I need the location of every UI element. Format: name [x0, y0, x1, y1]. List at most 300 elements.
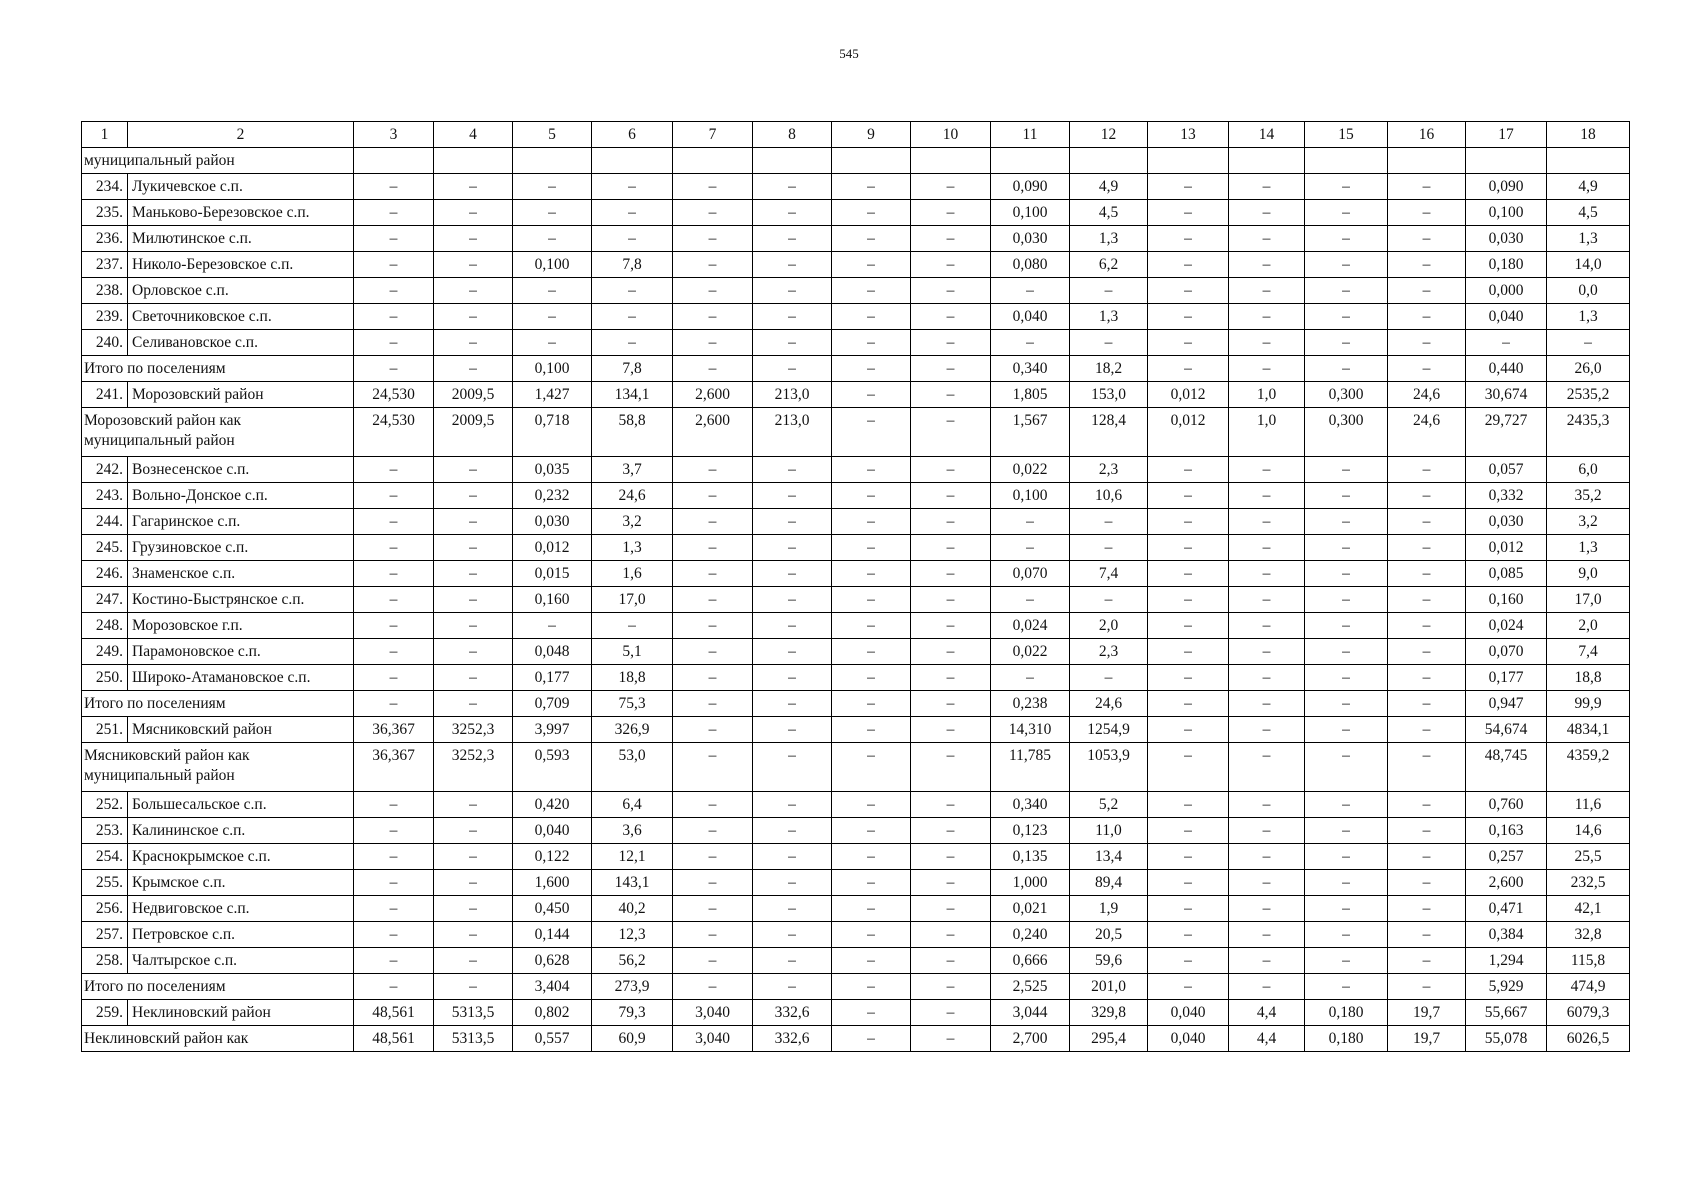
column-header: 3 — [354, 122, 434, 148]
table-row — [82, 561, 1630, 587]
value-cell: 0,300 — [1305, 408, 1388, 457]
value-cell: 3,2 — [592, 509, 673, 535]
value-cell: – — [1305, 252, 1388, 278]
value-cell: – — [1229, 509, 1305, 535]
value-cell: 115,8 — [1547, 948, 1630, 974]
value-cell: – — [1148, 665, 1229, 691]
summary-row — [82, 743, 1630, 792]
row-label: Неклиновский район как — [82, 1026, 354, 1052]
value-cell: – — [911, 457, 991, 483]
value-cell: – — [354, 483, 434, 509]
column-header: 10 — [911, 122, 991, 148]
row-number: 235. — [82, 200, 128, 226]
value-cell: 12,3 — [592, 922, 673, 948]
value-cell: – — [1305, 509, 1388, 535]
value-cell: – — [434, 896, 513, 922]
value-cell: 0,709 — [513, 691, 592, 717]
value-cell: – — [753, 304, 832, 330]
page-number: 545 — [839, 46, 859, 61]
row-number: 250. — [82, 665, 128, 691]
value-cell: 7,4 — [1070, 561, 1148, 587]
value-cell: 1,294 — [1466, 948, 1547, 974]
value-cell: – — [753, 509, 832, 535]
value-cell: 1,0 — [1229, 408, 1305, 457]
value-cell: 0,048 — [513, 639, 592, 665]
value-cell: 0,177 — [513, 665, 592, 691]
value-cell: – — [354, 174, 434, 200]
value-cell: – — [1305, 587, 1388, 613]
value-cell: – — [1388, 896, 1466, 922]
value-cell: – — [832, 948, 911, 974]
value-cell: 53,0 — [592, 743, 673, 792]
value-cell: – — [911, 1026, 991, 1052]
value-cell: – — [1305, 226, 1388, 252]
value-cell: – — [832, 896, 911, 922]
value-cell: 89,4 — [1070, 870, 1148, 896]
value-cell: – — [354, 561, 434, 587]
value-cell: 24,6 — [1388, 382, 1466, 408]
value-cell: – — [753, 483, 832, 509]
value-cell: 0,0 — [1547, 278, 1630, 304]
value-cell: – — [1148, 818, 1229, 844]
value-cell — [1547, 148, 1630, 174]
value-cell: 0,257 — [1466, 844, 1547, 870]
value-cell: – — [673, 226, 753, 252]
value-cell: – — [911, 691, 991, 717]
value-cell: 1,000 — [991, 870, 1070, 896]
value-cell: 3252,3 — [434, 717, 513, 743]
value-cell: – — [673, 587, 753, 613]
value-cell: – — [592, 330, 673, 356]
row-name: Вольно-Донское с.п. — [128, 483, 354, 509]
value-cell: – — [991, 278, 1070, 304]
value-cell: – — [1388, 974, 1466, 1000]
value-cell: – — [354, 639, 434, 665]
value-cell: – — [1148, 844, 1229, 870]
value-cell: – — [434, 226, 513, 252]
value-cell: 24,6 — [1070, 691, 1148, 717]
value-cell: – — [673, 278, 753, 304]
value-cell: – — [753, 457, 832, 483]
value-cell: 36,367 — [354, 743, 434, 792]
summary-row — [82, 974, 1630, 1000]
value-cell — [513, 148, 592, 174]
value-cell: – — [1229, 639, 1305, 665]
value-cell: 1,427 — [513, 382, 592, 408]
value-cell: – — [354, 922, 434, 948]
value-cell: – — [1229, 665, 1305, 691]
value-cell: 4,5 — [1547, 200, 1630, 226]
value-cell: 40,2 — [592, 896, 673, 922]
value-cell: – — [673, 691, 753, 717]
row-number: 255. — [82, 870, 128, 896]
value-cell: – — [832, 613, 911, 639]
value-cell: 0,100 — [513, 252, 592, 278]
value-cell: 3,040 — [673, 1000, 753, 1026]
value-cell: 153,0 — [1070, 382, 1148, 408]
table-row — [82, 870, 1630, 896]
value-cell: – — [1305, 304, 1388, 330]
column-header: 13 — [1148, 122, 1229, 148]
value-cell: – — [354, 665, 434, 691]
value-cell: 0,300 — [1305, 382, 1388, 408]
value-cell: – — [1305, 330, 1388, 356]
value-cell: 0,760 — [1466, 792, 1547, 818]
value-cell: – — [1229, 483, 1305, 509]
value-cell: – — [991, 330, 1070, 356]
value-cell: 0,450 — [513, 896, 592, 922]
value-cell: – — [832, 509, 911, 535]
value-cell: – — [832, 717, 911, 743]
value-cell: 7,8 — [592, 252, 673, 278]
value-cell — [592, 148, 673, 174]
table-row — [82, 330, 1630, 356]
value-cell: 14,310 — [991, 717, 1070, 743]
value-cell: – — [354, 252, 434, 278]
row-number: 246. — [82, 561, 128, 587]
value-cell: 19,7 — [1388, 1026, 1466, 1052]
column-header: 7 — [673, 122, 753, 148]
value-cell: – — [832, 200, 911, 226]
value-cell: – — [1388, 743, 1466, 792]
table-row — [82, 717, 1630, 743]
value-cell: – — [673, 457, 753, 483]
row-name: Морозовский район — [128, 382, 354, 408]
value-cell: – — [1305, 174, 1388, 200]
value-cell: – — [753, 818, 832, 844]
table-row — [82, 535, 1630, 561]
value-cell: – — [1229, 948, 1305, 974]
row-number: 252. — [82, 792, 128, 818]
value-cell: 6,2 — [1070, 252, 1148, 278]
value-cell: 3,7 — [592, 457, 673, 483]
data-table — [81, 121, 1630, 1052]
value-cell: – — [911, 408, 991, 457]
table-row — [82, 174, 1630, 200]
value-cell: – — [1388, 330, 1466, 356]
value-cell: 11,0 — [1070, 818, 1148, 844]
value-cell — [1070, 148, 1148, 174]
value-cell: – — [1229, 870, 1305, 896]
row-name: Калининское с.п. — [128, 818, 354, 844]
value-cell: 3,044 — [991, 1000, 1070, 1026]
value-cell: – — [673, 174, 753, 200]
value-cell: 0,180 — [1466, 252, 1547, 278]
summary-row — [82, 408, 1630, 457]
value-cell: – — [832, 870, 911, 896]
row-number: 240. — [82, 330, 128, 356]
value-cell: – — [434, 948, 513, 974]
value-cell: 0,012 — [513, 535, 592, 561]
row-number: 248. — [82, 613, 128, 639]
value-cell: 0,090 — [1466, 174, 1547, 200]
value-cell: 0,012 — [1466, 535, 1547, 561]
value-cell: – — [1388, 948, 1466, 974]
row-name: Широко-Атамановское с.п. — [128, 665, 354, 691]
value-cell: 26,0 — [1547, 356, 1630, 382]
table-row — [82, 613, 1630, 639]
row-label: Морозовский район как муниципальный район — [82, 408, 354, 457]
value-cell — [1148, 148, 1229, 174]
value-cell: 0,332 — [1466, 483, 1547, 509]
value-cell: – — [832, 587, 911, 613]
value-cell: – — [354, 200, 434, 226]
value-cell: – — [1148, 717, 1229, 743]
value-cell: – — [753, 561, 832, 587]
value-cell: 29,727 — [1466, 408, 1547, 457]
value-cell: – — [753, 252, 832, 278]
value-cell: – — [753, 870, 832, 896]
value-cell: – — [673, 639, 753, 665]
value-cell: – — [753, 174, 832, 200]
value-cell: – — [673, 870, 753, 896]
value-cell: 1,3 — [1070, 226, 1148, 252]
value-cell: 58,8 — [592, 408, 673, 457]
value-cell: 18,8 — [1547, 665, 1630, 691]
value-cell: 0,012 — [1148, 382, 1229, 408]
value-cell: – — [1148, 974, 1229, 1000]
value-cell: 5313,5 — [434, 1000, 513, 1026]
table-row — [82, 587, 1630, 613]
value-cell: – — [434, 922, 513, 948]
value-cell: 213,0 — [753, 382, 832, 408]
value-cell: – — [832, 457, 911, 483]
value-cell: 0,040 — [1148, 1000, 1229, 1026]
value-cell: 0,021 — [991, 896, 1070, 922]
value-cell: 54,674 — [1466, 717, 1547, 743]
value-cell: 1053,9 — [1070, 743, 1148, 792]
value-cell: 30,674 — [1466, 382, 1547, 408]
value-cell — [1388, 148, 1466, 174]
value-cell: – — [673, 304, 753, 330]
value-cell: – — [911, 356, 991, 382]
value-cell: 10,6 — [1070, 483, 1148, 509]
value-cell: 0,160 — [1466, 587, 1547, 613]
value-cell: – — [354, 691, 434, 717]
value-cell: – — [354, 948, 434, 974]
row-name: Лукичевское с.п. — [128, 174, 354, 200]
table-row — [82, 252, 1630, 278]
row-name: Гагаринское с.п. — [128, 509, 354, 535]
value-cell: 2,600 — [673, 408, 753, 457]
column-header: 16 — [1388, 122, 1466, 148]
value-cell: 17,0 — [1547, 587, 1630, 613]
value-cell: 2,3 — [1070, 639, 1148, 665]
value-cell: – — [1148, 922, 1229, 948]
value-cell: 201,0 — [1070, 974, 1148, 1000]
table-row — [82, 792, 1630, 818]
row-number: 256. — [82, 896, 128, 922]
value-cell: 0,080 — [991, 252, 1070, 278]
value-cell: 24,530 — [354, 408, 434, 457]
value-cell: 273,9 — [592, 974, 673, 1000]
value-cell: – — [1229, 691, 1305, 717]
value-cell: – — [1388, 252, 1466, 278]
value-cell: 0,122 — [513, 844, 592, 870]
value-cell: 0,557 — [513, 1026, 592, 1052]
value-cell: – — [1229, 792, 1305, 818]
value-cell: – — [434, 457, 513, 483]
value-cell: 0,593 — [513, 743, 592, 792]
value-cell: – — [911, 587, 991, 613]
value-cell: – — [1305, 613, 1388, 639]
value-cell: 295,4 — [1070, 1026, 1148, 1052]
value-cell: 17,0 — [592, 587, 673, 613]
value-cell: – — [753, 200, 832, 226]
value-cell: – — [832, 252, 911, 278]
value-cell: – — [1388, 792, 1466, 818]
value-cell: – — [832, 974, 911, 1000]
value-cell: – — [1305, 743, 1388, 792]
value-cell: 9,0 — [1547, 561, 1630, 587]
value-cell: 14,0 — [1547, 252, 1630, 278]
row-name: Неклиновский район — [128, 1000, 354, 1026]
value-cell: – — [1148, 509, 1229, 535]
value-cell: – — [1305, 457, 1388, 483]
value-cell: – — [753, 278, 832, 304]
value-cell: – — [673, 922, 753, 948]
value-cell: – — [753, 974, 832, 1000]
value-cell: – — [991, 587, 1070, 613]
value-cell: – — [1388, 200, 1466, 226]
value-cell: – — [434, 535, 513, 561]
value-cell: – — [434, 818, 513, 844]
value-cell: 3,6 — [592, 818, 673, 844]
value-cell: – — [354, 356, 434, 382]
value-cell: 2,3 — [1070, 457, 1148, 483]
value-cell: – — [354, 844, 434, 870]
value-cell: – — [513, 226, 592, 252]
value-cell: – — [513, 304, 592, 330]
value-cell: 1,3 — [1547, 535, 1630, 561]
value-cell: – — [1148, 691, 1229, 717]
value-cell: 75,3 — [592, 691, 673, 717]
value-cell: 3,040 — [673, 1026, 753, 1052]
value-cell: – — [911, 509, 991, 535]
row-name: Милютинское с.п. — [128, 226, 354, 252]
value-cell: 3,997 — [513, 717, 592, 743]
value-cell: – — [434, 587, 513, 613]
value-cell: 4834,1 — [1547, 717, 1630, 743]
table-row — [82, 948, 1630, 974]
value-cell: – — [1305, 792, 1388, 818]
value-cell — [753, 148, 832, 174]
value-cell: 0,163 — [1466, 818, 1547, 844]
value-cell: – — [1229, 278, 1305, 304]
column-header: 1 — [82, 122, 128, 148]
value-cell: 326,9 — [592, 717, 673, 743]
value-cell: 11,6 — [1547, 792, 1630, 818]
value-cell: – — [1305, 922, 1388, 948]
value-cell: – — [354, 278, 434, 304]
value-cell: 1,6 — [592, 561, 673, 587]
value-cell: – — [1305, 535, 1388, 561]
value-cell: – — [1229, 200, 1305, 226]
row-number: 244. — [82, 509, 128, 535]
row-number: 236. — [82, 226, 128, 252]
row-label: Итого по поселениям — [82, 691, 354, 717]
column-header: 15 — [1305, 122, 1388, 148]
value-cell: – — [832, 665, 911, 691]
value-cell: 4,4 — [1229, 1026, 1305, 1052]
value-cell: 0,160 — [513, 587, 592, 613]
value-cell: 20,5 — [1070, 922, 1148, 948]
row-name: Мясниковский район — [128, 717, 354, 743]
value-cell: – — [1388, 226, 1466, 252]
row-number: 249. — [82, 639, 128, 665]
value-cell: – — [354, 613, 434, 639]
value-cell: 0,420 — [513, 792, 592, 818]
row-number: 259. — [82, 1000, 128, 1026]
table-row — [82, 457, 1630, 483]
value-cell: 5,1 — [592, 639, 673, 665]
value-cell: – — [753, 792, 832, 818]
value-cell: 48,745 — [1466, 743, 1547, 792]
value-cell: 4,5 — [1070, 200, 1148, 226]
row-number: 238. — [82, 278, 128, 304]
value-cell: – — [354, 870, 434, 896]
value-cell: – — [1229, 304, 1305, 330]
value-cell: 3,404 — [513, 974, 592, 1000]
row-name: Чалтырское с.п. — [128, 948, 354, 974]
value-cell: – — [1229, 743, 1305, 792]
value-cell: 0,030 — [1466, 226, 1547, 252]
value-cell: 474,9 — [1547, 974, 1630, 1000]
value-cell: 2009,5 — [434, 382, 513, 408]
value-cell: – — [1229, 252, 1305, 278]
value-cell: – — [513, 613, 592, 639]
value-cell: – — [1229, 356, 1305, 382]
value-cell: 0,024 — [1466, 613, 1547, 639]
value-cell: – — [1229, 717, 1305, 743]
value-cell: 0,718 — [513, 408, 592, 457]
value-cell: – — [1229, 818, 1305, 844]
value-cell: 24,6 — [592, 483, 673, 509]
value-cell: 18,2 — [1070, 356, 1148, 382]
value-cell: – — [513, 278, 592, 304]
value-cell: – — [911, 844, 991, 870]
value-cell: 99,9 — [1547, 691, 1630, 717]
table-row — [82, 304, 1630, 330]
value-cell: – — [673, 948, 753, 974]
value-cell: – — [1229, 535, 1305, 561]
table-row — [82, 1000, 1630, 1026]
value-cell — [1229, 148, 1305, 174]
value-cell: – — [753, 948, 832, 974]
value-cell: – — [1388, 870, 1466, 896]
value-cell: 11,785 — [991, 743, 1070, 792]
row-name: Краснокрымское с.п. — [128, 844, 354, 870]
value-cell: 18,8 — [592, 665, 673, 691]
table-row — [82, 639, 1630, 665]
value-cell: 0,015 — [513, 561, 592, 587]
value-cell: – — [434, 792, 513, 818]
value-cell: – — [1148, 226, 1229, 252]
summary-row — [82, 691, 1630, 717]
value-cell: 25,5 — [1547, 844, 1630, 870]
value-cell: – — [753, 226, 832, 252]
value-cell: – — [592, 304, 673, 330]
value-cell: – — [832, 561, 911, 587]
summary-row — [82, 1026, 1630, 1052]
value-cell: – — [1305, 639, 1388, 665]
value-cell: 24,530 — [354, 382, 434, 408]
value-cell: – — [1305, 844, 1388, 870]
value-cell: 3252,3 — [434, 743, 513, 792]
value-cell: – — [832, 174, 911, 200]
value-cell: – — [354, 818, 434, 844]
value-cell: 5,2 — [1070, 792, 1148, 818]
